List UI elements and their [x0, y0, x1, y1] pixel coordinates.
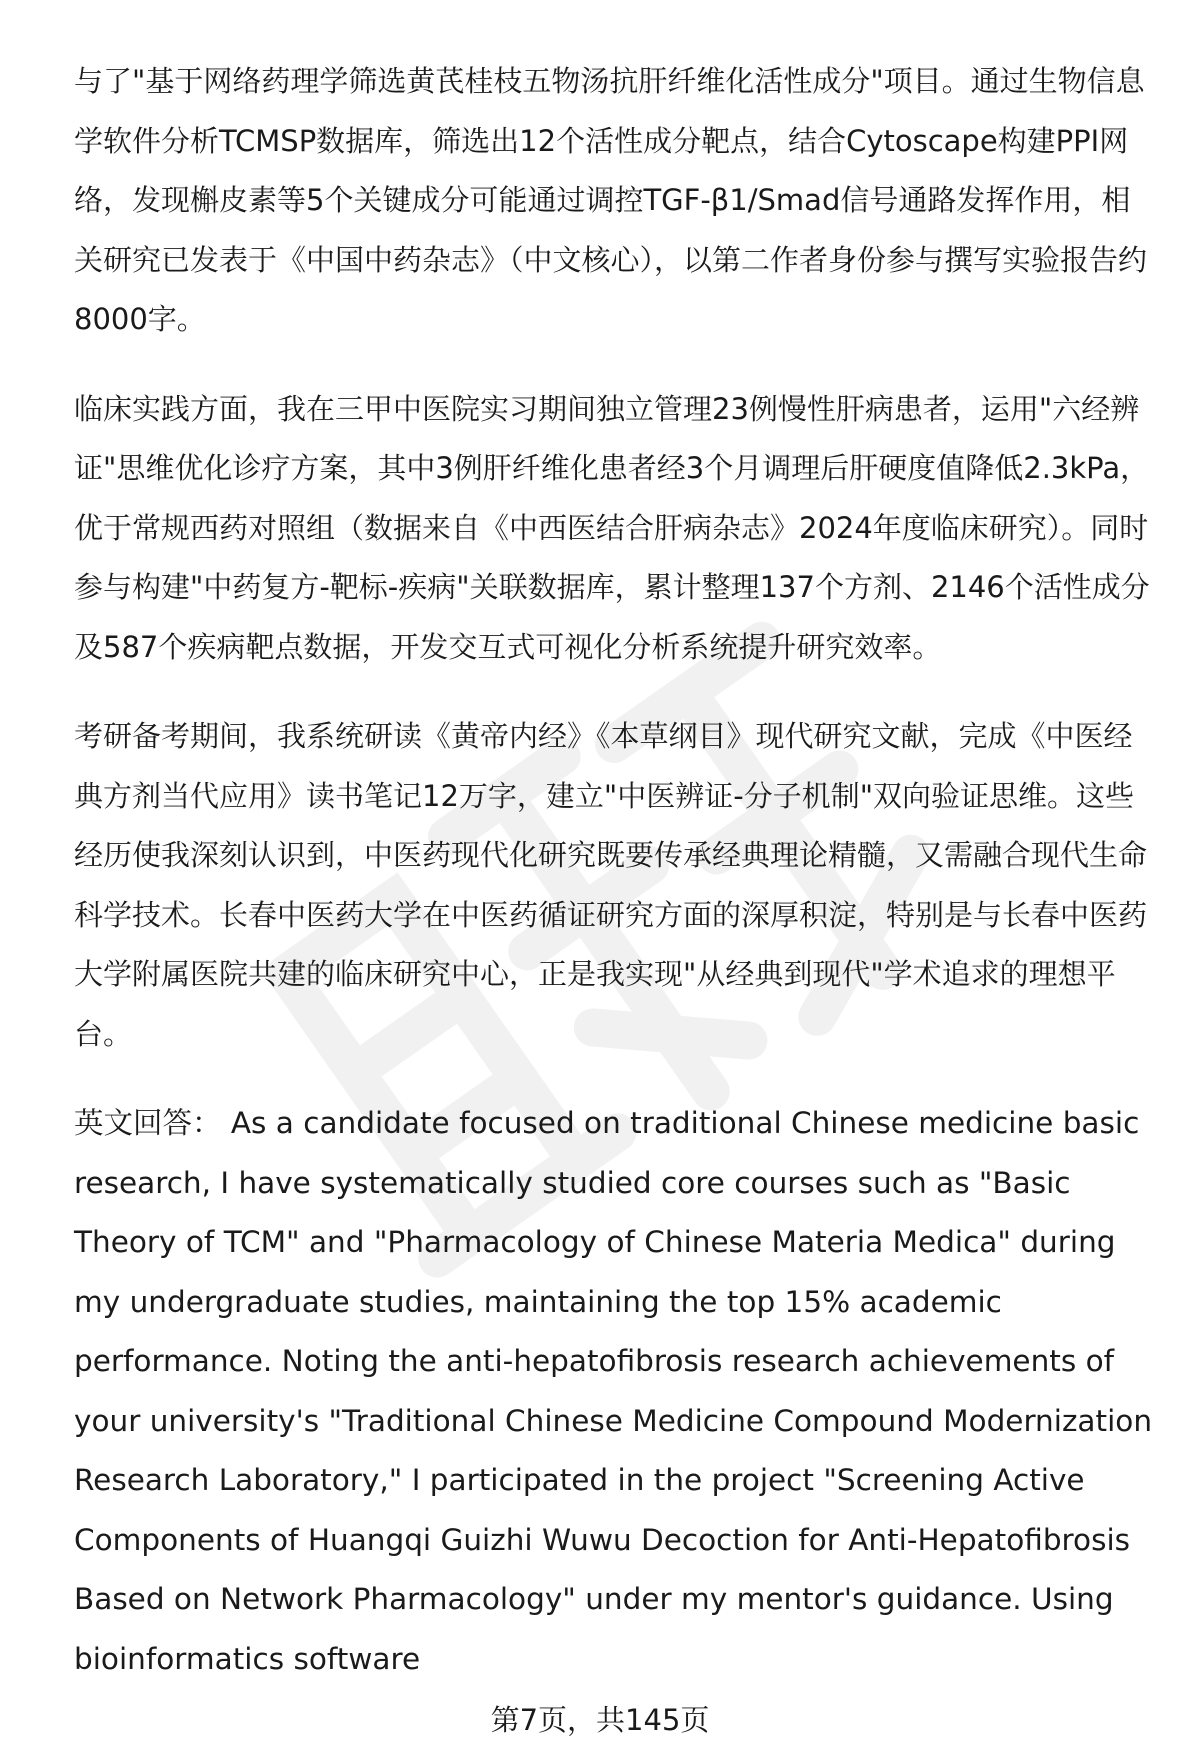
paragraph-project: 与了"基于网络药理学筛选黄芪桂枝五物汤抗肝纤维化活性成分"项目。通过生物信息学软件分析TCMSP数据库，筛选出12个活性成分靶点，结合Cytoscape构建PPI网络，发现槲皮素等5个关键成分可能通过调控TGF-β1/Smad信号通路发挥作用，相关研究已发表于《中国中药杂志》（中文核心），以第二作者身份参与撰写实验报告约8000字。	[74, 64, 1148, 336]
page-number-footer: 第7页，共145页	[490, 1703, 710, 1737]
paragraph-clinical-practice: 临床实践方面，我在三甲中医院实习期间独立管理23例慢性肝病患者，运用"六经辨证"思维优化诊疗方案，其中3例肝纤维化患者经3个月调理后肝硬度值降低2.3kPa，优于常规西药对照组（数据来自《中西医结合肝病杂志》2024年度临床研究）。同时参与构建"中药复方-靶标-疾病"关联数据库，累计整理137个方剂、2146个活性成分及587个疾病靶点数据，开发交互式可视化分析系统提升研究效率。	[74, 391, 1150, 664]
paragraph-exam-preparation: 考研备考期间，我系统研读《黄帝内经》《本草纲目》现代研究文献，完成《中医经典方剂当代应用》读书笔记12万字，建立"中医辨证-分子机制"双向验证思维。这些经历使我深刻认识到，中医药现代化研究既要传承经典理论精髓，又需融合现代生命科学技术。长春中医药大学在中医药循证研究方面的深厚积淀，特别是与长春中医药大学附属医院共建的临床研究中心，正是我实现"从经典到现代"学术追求的理想平台。	[74, 719, 1148, 1051]
paragraph-english-answer: 英文回答： As a candidate focused on traditional Chinese medicine basic research, I have systematically studied core courses such as "Basic Theory of TCM" and "Pharmacology of Chinese Materia Medica" during my undergraduate studies, maintaining the top 15% academic performance. Noting the anti-hepatofibrosis research achievements of your university's "Traditional Chinese Medicine Compound Modernization Research Laboratory," I participated in the project "Screening Active Components of Huangqi Guizhi Wuwu Decoction for Anti-Hepatofibrosis Based on Network Pharmacology" under my mentor's guidance. Using bioinformatics software	[74, 1106, 1153, 1676]
document-body	[74, 52, 1158, 1689]
